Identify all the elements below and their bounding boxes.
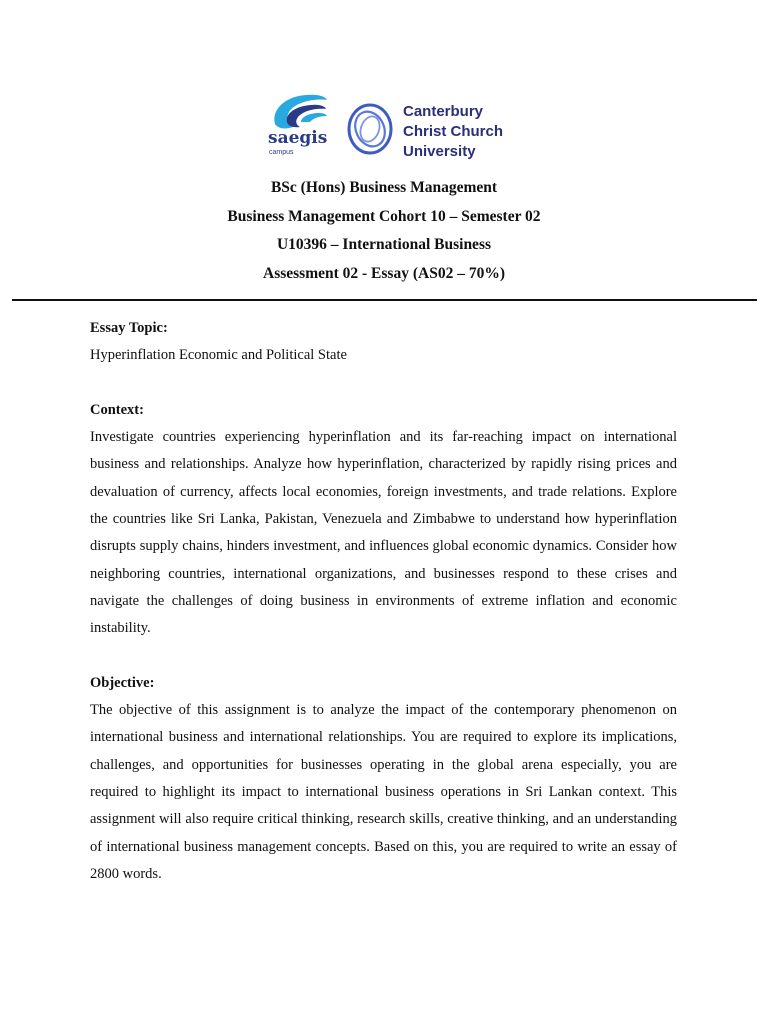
document-heading xyxy=(0,178,768,292)
saegis-swoosh-icon xyxy=(265,92,335,132)
cohort-title: Business Management Cohort 10 – Semester 02 xyxy=(227,207,541,225)
essay-topic-heading: Essay Topic: xyxy=(90,320,168,336)
cccu-emblem-icon xyxy=(345,100,395,156)
cccu-name-line-2: Christ Church xyxy=(403,123,504,140)
document-body xyxy=(90,315,677,888)
spacer xyxy=(90,643,677,670)
objective-heading: Objective: xyxy=(90,674,155,691)
objective-paragraph: The objective of this assignment is to analyze the impact of the contemporary phenomenon on international business and international relationships. You are required to explore its implications, challenges, and opportunities for businesses operating in the global arena especially, you are required to highlight its impact to international business operations in Sri Lankan context. This assignment will also require critical thinking, research skills, creative thinking, and an understanding of international business management concepts. Based on this, you are required to write an essay of 2800 words. xyxy=(90,702,677,882)
saegis-campus-label: campus xyxy=(269,149,294,156)
header-divider xyxy=(12,299,757,301)
essay-topic-text: Hyperinflation Economic and Political State xyxy=(90,347,347,364)
cccu-name-line-3: University xyxy=(403,143,476,160)
assessment-title: Assessment 02 - Essay (AS02 – 70%) xyxy=(263,264,505,282)
spacer xyxy=(90,370,677,397)
module-title: U10396 – International Business xyxy=(276,236,492,253)
context-heading: Context: xyxy=(90,401,144,418)
saegis-wordmark: saegis xyxy=(268,128,328,148)
program-title: BSc (Hons) Business Management xyxy=(270,179,498,196)
cccu-name xyxy=(403,102,503,162)
logo-row xyxy=(265,92,515,162)
cccu-name-line-1: Canterbury xyxy=(403,103,484,120)
saegis-campus-logo xyxy=(265,92,335,160)
context-paragraph: Investigate countries experiencing hyperinflation and its far-reaching impact on international business and relationships. Analyze how hyperinflation, characterized by rapidly rising prices and devaluation of currency, affects local economies, foreign investments, and trade relations. Explore the countries like Sri Lanka, Pakistan, Venezuela and Zimbabwe to understand how hyperinflation disrupts supply chains, hinders investment, and influences global economic dynamics. Consider how neighboring countries, international organizations, and businesses respond to these crises and navigate the challenges of doing business in environments of extreme inflation and economic instability. xyxy=(90,429,677,637)
